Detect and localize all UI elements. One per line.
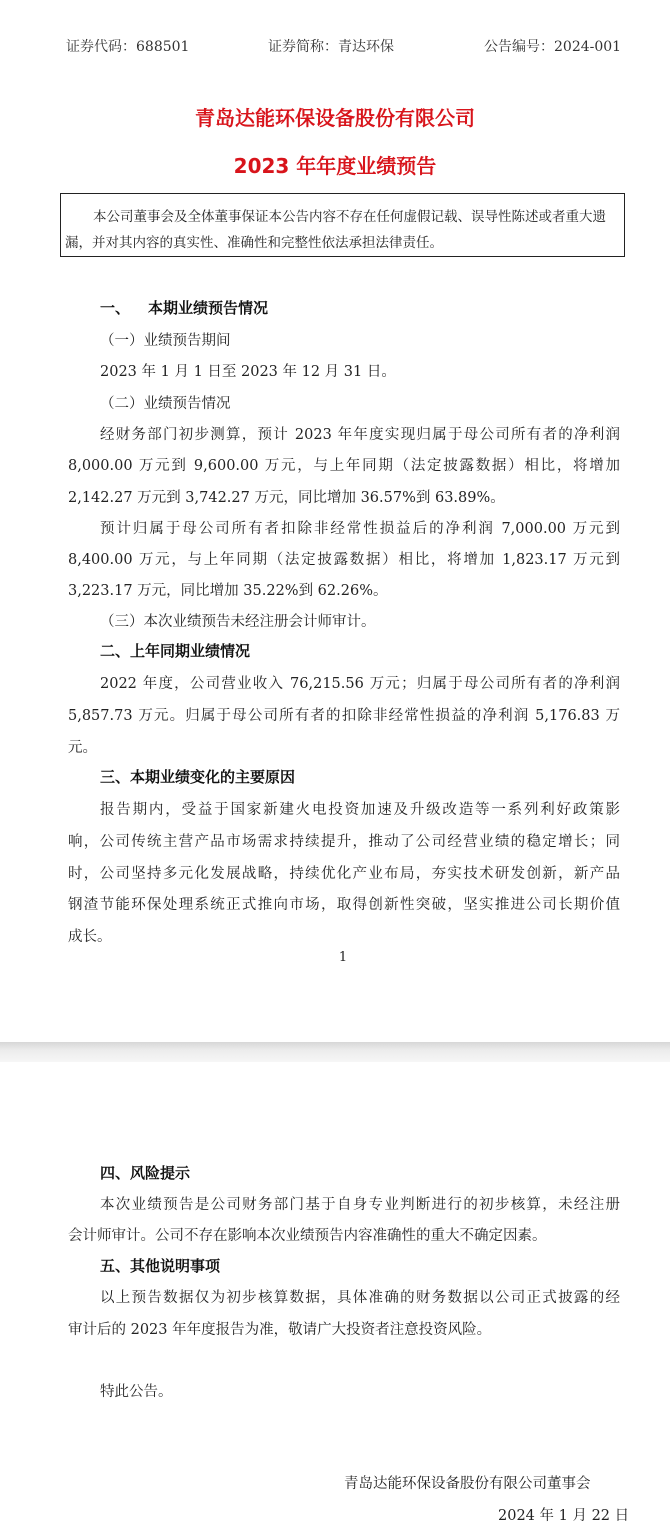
forecast-period: 2023 年 1 月 1 日至 2023 年 12 月 31 日。 [100, 364, 396, 380]
board-guarantee-notice [60, 193, 625, 257]
section1-sub3: （三）本次业绩预告未经注册会计师审计。 [100, 614, 376, 630]
section2-line-2: 5,857.73 万元。归属于母公司所有者的扣除非经常性损益的净利润 5,176.83 万 [68, 708, 620, 724]
section5-line-2: 审计后的 2023 年年度报告为准，敬请广大投资者注意投资风险。 [68, 1322, 492, 1338]
section1-sub1: （一）业绩预告期间 [100, 333, 231, 349]
document-page-2 [0, 1062, 670, 1535]
signature-company: 青岛达能环保设备股份有限公司董事会 [344, 1476, 591, 1492]
announcement-number: 公告编号：2024-001 [484, 39, 622, 55]
section1-sub2: （二）业绩预告情况 [100, 396, 231, 412]
section4-line-1: 本次业绩预告是公司财务部门基于自身专业判断进行的初步核算，未经注册 [100, 1197, 620, 1213]
section3-line-5: 成长。 [68, 929, 112, 945]
section3-line-1: 报告期内，受益于国家新建火电投资加速及升级改造等一系列利好政策影 [100, 802, 620, 818]
section3-line-4: 钢渣节能环保处理系统正式推向市场，取得创新性突破，坚实推进公司长期价值 [68, 897, 620, 913]
closing-statement: 特此公告。 [100, 1384, 173, 1400]
para1-line-1: 经财务部门初步测算，预计 2023 年年度实现归属于母公司所有者的净利润 [100, 427, 620, 443]
section3-heading: 三、本期业绩变化的主要原因 [100, 768, 296, 786]
stock-short-name: 证券简称：青达环保 [268, 39, 394, 55]
signature-date: 2024 年 1 月 22 日 [498, 1508, 630, 1524]
para2-line-1: 预计归属于母公司所有者扣除非经常性损益后的净利润 7,000.00 万元到 [100, 521, 620, 537]
section1-number: 一、 [100, 299, 131, 317]
company-title: 青岛达能环保设备股份有限公司 [195, 106, 475, 130]
stock-code: 证券代码：688501 [66, 39, 190, 55]
section2-line-1: 2022 年度，公司营业收入 76,215.56 万元；归属于母公司所有者的净利润 [100, 676, 620, 692]
section3-line-2: 响，公司传统主营产品市场需求持续提升，推动了公司经营业绩的稳定增长；同 [68, 834, 620, 850]
report-title: 2023 年年度业绩预告 [233, 154, 437, 178]
section3-line-3: 时，公司坚持多元化发展战略，持续优化产业布局，夯实技术研发创新，新产品 [68, 866, 620, 882]
para1-line-3: 2,142.27 万元到 3,742.27 万元，同比增加 36.57%到 63.89%。 [68, 490, 505, 506]
section5-line-1: 以上预告数据仅为初步核算数据，具体准确的财务数据以公司正式披露的经 [100, 1290, 620, 1306]
notice-line-1: 本公司董事会及全体董事保证本公告内容不存在任何虚假记载、误导性陈述或者重大遗 [93, 209, 606, 225]
section2-heading: 二、上年同期业绩情况 [100, 642, 251, 660]
para2-line-3: 3,223.17 万元，同比增加 35.22%到 62.26%。 [68, 583, 388, 599]
notice-line-2: 漏，并对其内容的真实性、准确性和完整性依法承担法律责任。 [65, 235, 443, 251]
para1-line-2: 8,000.00 万元到 9,600.00 万元，与上年同期（法定披露数据）相比，将增加 [68, 458, 620, 474]
section1-heading: 本期业绩预告情况 [148, 299, 269, 317]
page-number: 1 [338, 950, 348, 965]
section4-heading: 四、风险提示 [100, 1164, 191, 1182]
para2-line-2: 8,400.00 万元，与上年同期（法定披露数据）相比，将增加 1,823.17 万元到 [68, 552, 620, 568]
page-break [0, 1042, 670, 1062]
section2-line-3: 元。 [68, 740, 97, 756]
section4-line-2: 会计师审计。公司不存在影响本次业绩预告内容准确性的重大不确定因素。 [68, 1228, 547, 1244]
section5-heading: 五、其他说明事项 [100, 1257, 221, 1275]
